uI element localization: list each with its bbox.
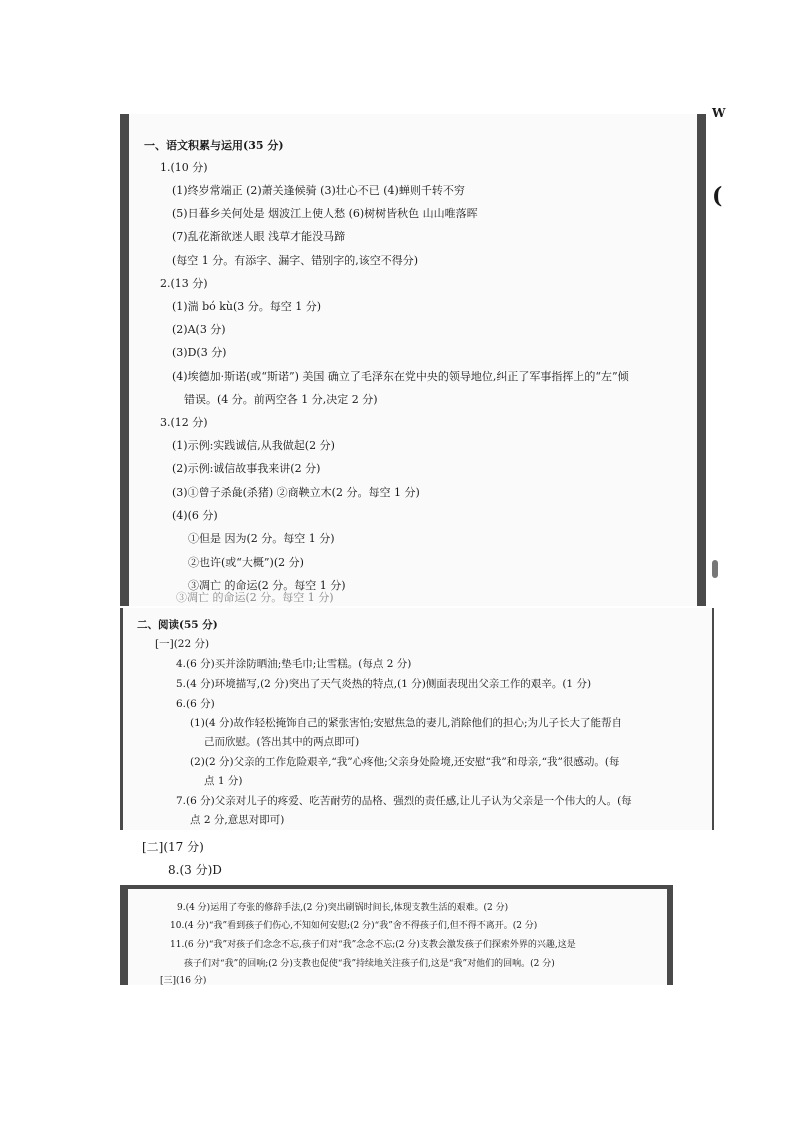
q11-line-2: 孩子们对“我”的回响;(2 分)支教也促使“我”持续地关注孩子们,这是“我”对他们的回响。(2 分) <box>184 959 555 969</box>
q2-line-4: (4)埃德加·斯诺(或“斯诺”) 美国 确立了毛泽东在党中央的领导地位,纠正了军事指挥上的“左”倾 <box>172 370 629 383</box>
panel-2-right-border <box>712 608 714 830</box>
q2-title: 2.(13 分) <box>160 277 208 290</box>
q1-line-3: (7)乱花渐欲迷人眼 浅草才能没马蹄 <box>172 230 346 243</box>
q11-line-1: 11.(6 分)“我”对孩子们念念不忘,孩子们对“我”念念不忘;(2 分)支教会激发孩子们探索外界的兴趣,这是 <box>170 940 576 950</box>
part-3-title-cutoff <box>160 977 206 985</box>
section-1-heading: 一、语文积累与运用(35 分) <box>144 139 284 152</box>
part-2-title: [二](17 分) <box>142 840 204 854</box>
q2-line-3: (3)D(3 分) <box>172 346 227 359</box>
section-2-heading: 二、阅读(55 分) <box>137 619 218 631</box>
panel-3-right-border <box>667 885 673 985</box>
q3-sub-3: ③凋亡 的命运(2 分。每空 1 分) <box>188 579 346 592</box>
part-3-title: [三](16 分) <box>160 976 207 986</box>
panel-1-left-border <box>120 114 129 606</box>
cutoff-text: ③凋亡 的命运(2 分。每空 1 分) <box>176 591 334 604</box>
q5-answer: 5.(4 分)环境描写,(2 分)突出了天气炎热的特点,(1 分)侧面表现出父亲工作的艰辛。(1 分) <box>176 678 592 690</box>
q3-sub-2: ②也许(或“大概”)(2 分) <box>188 556 304 569</box>
q6-b-line-1: (2)(2 分)父亲的工作危险艰辛,“我”心疼他;父亲身处险境,还安慰“我”和母亲,“我”很感动。(每 <box>190 756 620 768</box>
q3-line-1: (1)示例:实践诚信,从我做起(2 分) <box>172 439 335 452</box>
q4-answer: 4.(6 分)买并涂防晒油;垫毛巾;让雪糕。(每点 2 分) <box>176 658 412 670</box>
q8-answer: 8.(3 分)D <box>168 863 222 877</box>
answer-panel-3 <box>120 885 672 985</box>
q2-line-1: (1)湍 bó kù(3 分。每空 1 分) <box>172 300 322 313</box>
part-1-title: [一](22 分) <box>155 638 210 650</box>
q3-line-2: (2)示例:诚信故事我来讲(2 分) <box>172 462 321 475</box>
q3-sub-1: ①但是 因为(2 分。每空 1 分) <box>188 532 335 545</box>
q3-line-4: (4)(6 分) <box>172 509 218 522</box>
q7-line-1: 7.(6 分)父亲对儿子的疼爱、吃苦耐劳的品格、强烈的责任感,让儿子认为父亲是一个伟大的人。(每 <box>176 795 632 807</box>
q3-line-3: (3)①曾子杀彘(杀猪) ②商鞅立木(2 分。每空 1 分) <box>172 486 420 499</box>
q3-sub-3-cutoff <box>176 591 334 605</box>
q6-a-line-2: 己而欣慰。(答出其中的两点即可) <box>204 736 360 748</box>
q3-title: 3.(12 分) <box>160 416 208 429</box>
q6-a-line-1: (1)(4 分)故作轻松掩饰自己的紧张害怕;安慰焦急的妻儿,消除他们的担心;为儿子长大了能帮自 <box>190 717 622 729</box>
q10-answer: 10.(4 分)“我”看到孩子们伤心,不知如何安慰;(2 分)“我”舍不得孩子们,但不得不离开。(2 分) <box>170 921 538 931</box>
q2-line-5: 错误。(4 分。前两空各 1 分,决定 2 分) <box>184 393 378 406</box>
q6-b-line-2: 点 1 分) <box>204 775 243 787</box>
q9-answer: 9.(4 分)运用了夸张的修辞手法,(2 分)突出刷锅时间长,体现支教生活的艰难。(2 分) <box>177 903 509 913</box>
q1-line-1: (1)终岁常端正 (2)萧关逢候骑 (3)壮心不已 (4)蝉则千转不穷 <box>172 184 465 197</box>
q1-line-2: (5)日暮乡关何处是 烟波江上使人愁 (6)树树皆秋色 山山唯落晖 <box>172 207 478 220</box>
panel-3-left-border <box>120 885 128 985</box>
panel-3-top-border <box>120 885 673 889</box>
q1-line-4: (每空 1 分。有添字、漏字、错别字的,该空不得分) <box>172 254 419 267</box>
panel-1-right-border <box>697 114 706 606</box>
q7-line-2: 点 2 分,意思对即可) <box>190 814 285 826</box>
q1-title: 1.(10 分) <box>160 161 208 174</box>
edge-mark-middle: ( <box>712 183 723 209</box>
q6-title: 6.(6 分) <box>176 698 215 710</box>
q2-line-2: (2)A(3 分) <box>172 323 226 336</box>
edge-smudge <box>712 560 718 578</box>
edge-mark-top: W <box>712 106 726 120</box>
panel-2-left-border <box>120 608 123 830</box>
